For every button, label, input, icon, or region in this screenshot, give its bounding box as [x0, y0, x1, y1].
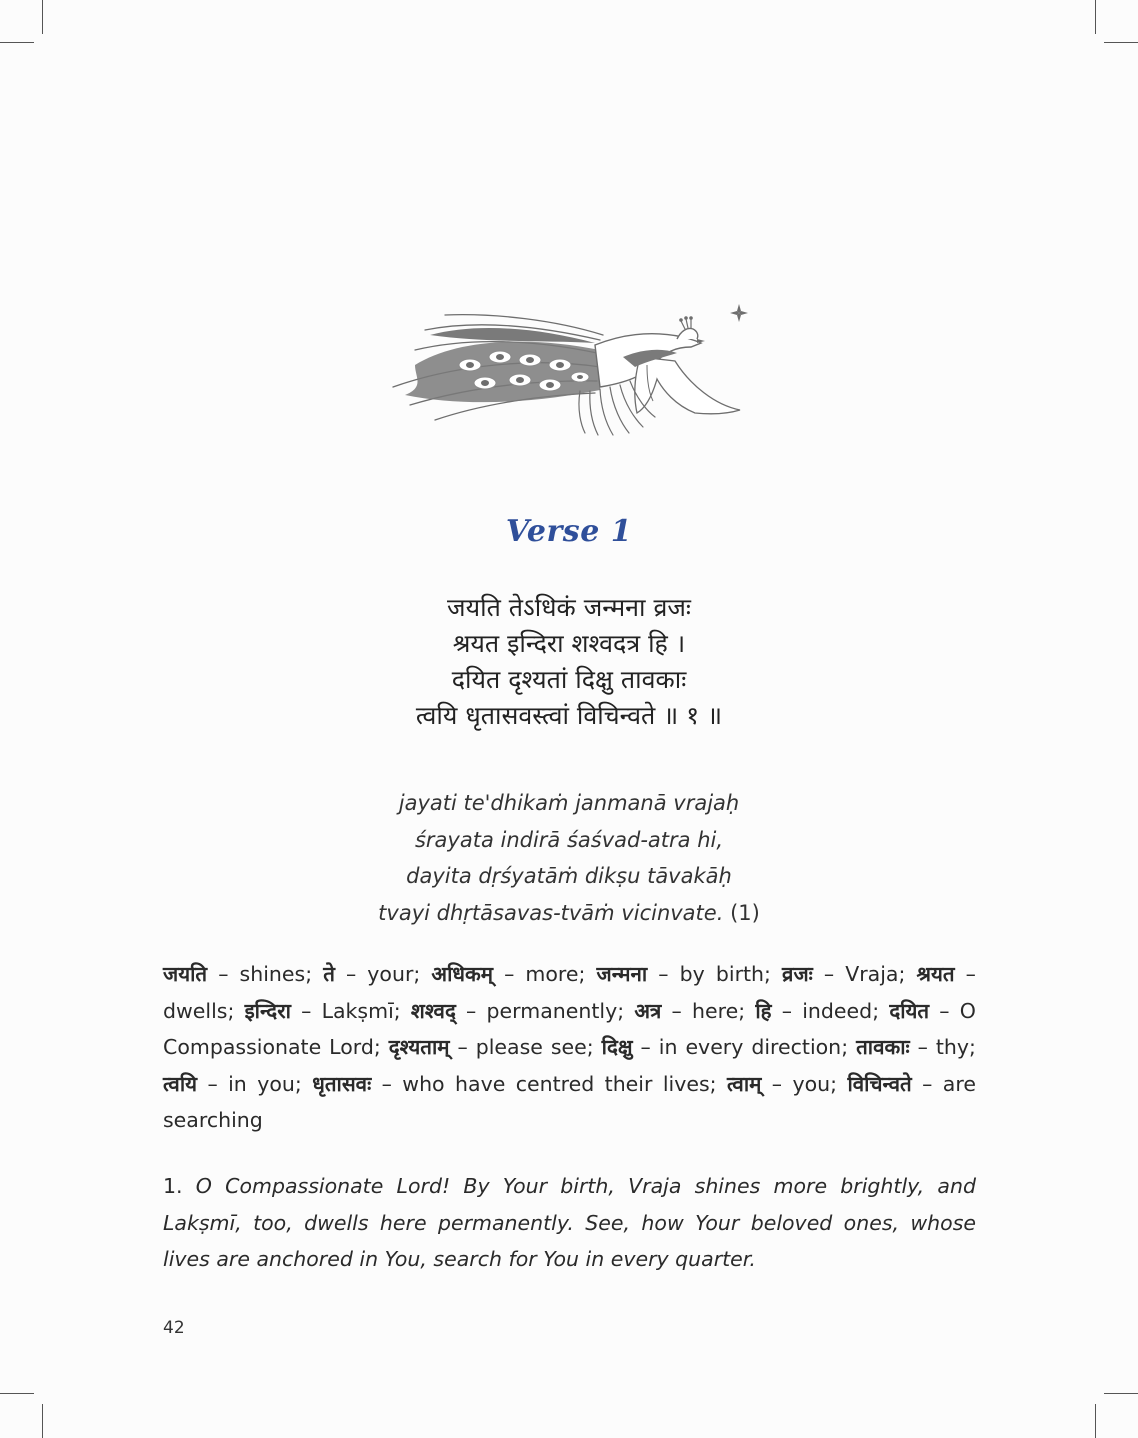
word-meaning-item: शश्वद् – permanently [410, 998, 618, 1023]
crop-mark [42, 1404, 43, 1438]
word-sanskrit: विचिन्वते [847, 1071, 912, 1096]
word-sanskrit: धृतासवः [312, 1071, 372, 1096]
word-sanskrit: तावकाः [856, 1035, 910, 1059]
word-meaning: here [692, 998, 739, 1023]
transliteration [0, 785, 1138, 931]
word-sanskrit: व्रजः [782, 962, 813, 986]
crop-mark [0, 1393, 34, 1394]
word-sanskrit: ते [323, 962, 335, 986]
sanskrit-line: त्वयि धृतासवस्त्वां विचिन्वते ॥ १ ॥ [415, 701, 723, 730]
word-meaning: you [792, 1071, 831, 1096]
word-meaning: by birth [679, 962, 765, 986]
word-meaning: permanently [486, 998, 618, 1023]
sanskrit-line: श्रयत इन्दिरा शश्वदत्र हि । [452, 629, 686, 658]
word-sanskrit: शश्वद् [410, 998, 456, 1023]
verse-number-label: (1) [730, 900, 760, 925]
word-sanskrit: दयित [889, 998, 930, 1023]
crop-mark [1095, 0, 1096, 34]
word-meaning: in every direction [658, 1035, 842, 1059]
translation-number: 1. [163, 1174, 183, 1198]
word-meaning-item: अधिकम् – more [431, 962, 579, 986]
word-sanskrit: जयति [163, 962, 208, 986]
word-meaning: shines [239, 962, 306, 986]
word-meaning: indeed [802, 998, 873, 1023]
word-meaning: dwells [163, 998, 228, 1023]
transliteration-line: śrayata indirā śaśvad-atra hi, [414, 827, 724, 852]
word-meaning: in you [228, 1071, 295, 1096]
translation [163, 1168, 976, 1278]
word-meaning-item: दिक्षु – in every direction [601, 1035, 842, 1059]
word-meaning: Vraja [845, 962, 899, 986]
word-meaning-item: तावकाः – thy [856, 1035, 970, 1059]
word-sanskrit: श्रयत [916, 962, 955, 986]
word-sanskrit: हि [755, 998, 772, 1023]
word-meaning: please see [475, 1035, 587, 1059]
word-meaning-item: ते – your [323, 962, 414, 986]
word-sanskrit: इन्दिरा [244, 998, 291, 1023]
word-sanskrit: अत्र [634, 998, 662, 1023]
crop-mark [0, 42, 34, 43]
word-sanskrit: दिक्षु [601, 1035, 633, 1059]
word-meaning-item: धृतासवः – who have centred their lives [312, 1071, 710, 1096]
crop-mark [1095, 1404, 1096, 1438]
word-sanskrit: त्वयि [163, 1071, 198, 1096]
word-meaning: more [525, 962, 579, 986]
word-meaning-item: अत्र – here [634, 998, 739, 1023]
word-meaning-item: व्रजः – Vraja [782, 962, 899, 986]
translation-text: O Compassionate Lord! By Your birth, Vraja shines more brightly, and Lakṣmī, too, dwells here permanently. See, how Your beloved ones, whose lives are anchored in You, search for You in every quarter. [163, 1174, 976, 1271]
word-meaning-item: दृश्यताम् – please see [388, 1035, 587, 1059]
transliteration-line: jayati te'dhikaṁ janmanā vrajaḥ [398, 791, 740, 815]
word-meaning-item: जयति – shines [163, 962, 306, 986]
sparkle-ornament-icon [724, 298, 754, 328]
word-meaning: are searching [163, 1071, 976, 1132]
word-sanskrit: जन्मना [596, 962, 648, 986]
word-meaning-item: इन्दिरा – Lakṣmī [244, 998, 394, 1023]
word-meaning-item: हि – indeed [755, 998, 873, 1023]
word-meaning-item: जन्मना – by birth [596, 962, 765, 986]
crop-mark [1104, 1393, 1138, 1394]
page-number: 42 [163, 1318, 185, 1338]
word-meaning-item: त्वयि – in you [163, 1071, 295, 1096]
word-meanings: जयति – shines; ते – your; अधिकम् – more; जन्मना – by birth; व्रजः – Vraja; श्रयत – dwells; इन्दिरा – Lakṣmī; शश्वद् – permanently; अत्र – here; हि – indeed; दयित – O Compassionate Lord; दृश्यताम् – please see; दिक्षु – in every direction; तावकाः – thy; त्वयि – in you; धृतासवः – who have centred their lives; त्वाम् – you; विचिन्वते – are searching [163, 962, 976, 1132]
verse-title: Verse 1 [505, 514, 633, 549]
word-meaning-item: श्रयत – dwells [163, 962, 976, 1023]
word-sanskrit: अधिकम् [431, 962, 493, 986]
sanskrit-line: दयित दृश्यतां दिक्षु तावकाः [451, 665, 687, 694]
word-sanskrit: दृश्यताम् [388, 1035, 450, 1059]
crop-mark [1104, 42, 1138, 43]
transliteration-line: tvayi dhṛtāsavas-tvāṁ vicinvate. (1) [378, 900, 760, 925]
sanskrit-verse [0, 590, 1138, 734]
word-meaning: Lakṣmī [321, 998, 394, 1023]
transliteration-line: dayita dṛśyatāṁ dikṣu tāvakāḥ [406, 864, 732, 888]
crop-mark [42, 0, 43, 34]
peacock-icon [385, 295, 750, 445]
word-meaning-item: विचिन्वते – are searching [163, 1071, 976, 1132]
word-meaning: O Compassionate Lord [163, 998, 976, 1059]
sanskrit-line: जयति तेऽधिकं जन्मना व्रजः [447, 593, 691, 622]
word-meaning: thy [935, 1035, 970, 1059]
word-meaning: who have centred their lives [402, 1071, 710, 1096]
word-meaning: your [367, 962, 414, 986]
word-meaning-item: त्वाम् – you [726, 1071, 831, 1096]
word-sanskrit: त्वाम् [726, 1071, 762, 1096]
word-meaning-item: दयित – O Compassionate Lord [163, 998, 976, 1059]
